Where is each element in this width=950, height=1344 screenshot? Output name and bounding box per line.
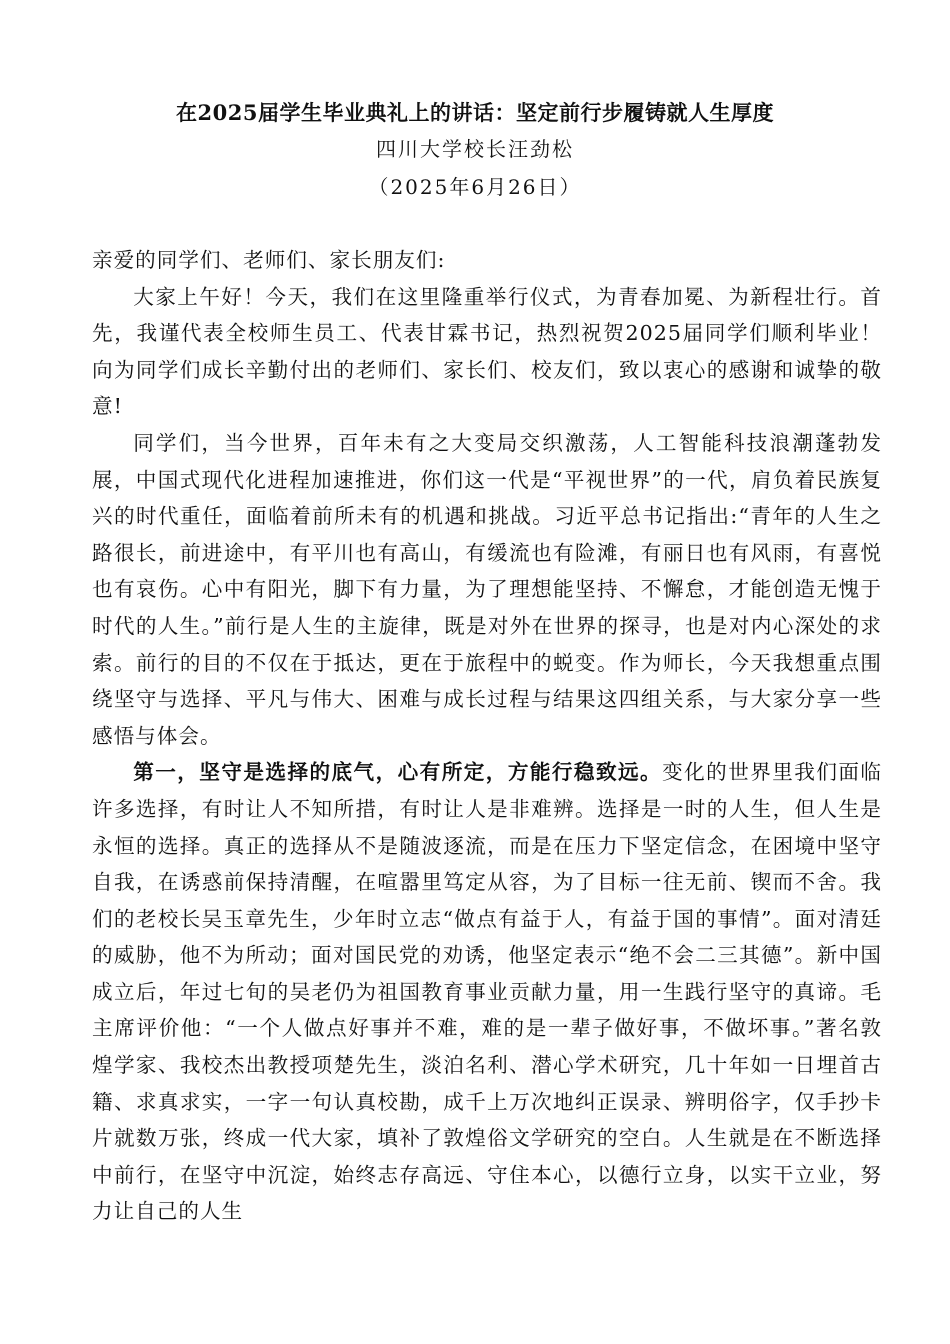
paragraph-text: 大家上午好！今天，我们在这里隆重举行仪式，为青春加冕、为新程壮行。首先，我谨代表全校师生员工、代表甘霖书记，热烈祝贺2025届同学们顺利毕业！向为同学们成长辛勤付出的老师们、家长们、校友们，致以衷心的感谢和诚挚的敬意! bbox=[92, 284, 882, 419]
paragraph-context bbox=[92, 425, 882, 754]
author-line: 四川大学校长汪劲松 bbox=[376, 137, 574, 161]
page-title: 在2025届学生毕业典礼上的讲话：坚定前行步履铸就人生厚度 bbox=[176, 100, 774, 125]
paragraph-greeting bbox=[92, 279, 882, 425]
paragraph-lead-heading: 第一，坚守是选择的底气，心有所定，方能行稳致远。 bbox=[133, 760, 663, 785]
date-line: （2025年6月26日） bbox=[368, 175, 582, 199]
paragraph-text: 变化的世界里我们面临许多选择，有时让人不知所措，有时让人是非难辨。选择是一时的人生，但人生是永恒的选择。真正的选择从不是随波逐流，而是在压力下坚定信念，在困境中坚守自我，在诱惑前保持清醒，在喧嚣里笃定从容，为了目标一往无前、锲而不舍。我们的老校长吴玉章先生，少年时立志“做点有益于人，有益于国的事情”。面对清廷的威胁，他不为所动；面对国民党的劝诱，他坚定表示“绝不会二三其德”。新中国成立后，年过七旬的吴老仍为祖国教育事业贡献力量，用一生践行坚守的真谛。毛主席评价他：“一个人做点好事并不难，难的是一辈子做好事，不做坏事。”著名敦煌学家、我校杰出教授项楚先生，淡泊名利、潜心学术研究，几十年如一日埋首古籍、求真求实，一字一句认真校勘，成千上万次地纠正误录、辨明俗字，仅手抄卡片就数万张，终成一代大家，填补了敦煌俗文学研究的空白。人生就是在不断选择中前行，在坚守中沉淀，始终志存高远、守住本心，以德行立身，以实干立业，努力让自己的人生 bbox=[92, 760, 883, 1224]
paragraph-first-point bbox=[92, 754, 882, 1230]
document-body bbox=[92, 242, 882, 1230]
salutation: 亲爱的同学们、老师们、家长朋友们: bbox=[92, 248, 446, 272]
paragraph-text: 同学们，当今世界，百年未有之大变局交织激荡，人工智能科技浪潮蓬勃发展，中国式现代化进程加速推进，你们这一代是“平视世界”的一代，肩负着民族复兴的时代重任，面临着前所未有的机遇和挑战。习近平总书记指出:“青年的人生之路很长，前进途中，有平川也有高山，有缓流也有险滩，有丽日也有风雨，有喜悦也有哀伤。心中有阳光，脚下有力量，为了理想能坚持、不懈怠，才能创造无愧于时代的人生。”前行是人生的主旋律，既是对外在世界的探寻，也是对内心深处的求索。前行的目的不仅在于抵达，更在于旅程中的蜕变。作为师长，今天我想重点围绕坚守与选择、平凡与伟大、困难与成长过程与结果这四组关系，与大家分享一些感悟与体会。 bbox=[92, 430, 882, 748]
